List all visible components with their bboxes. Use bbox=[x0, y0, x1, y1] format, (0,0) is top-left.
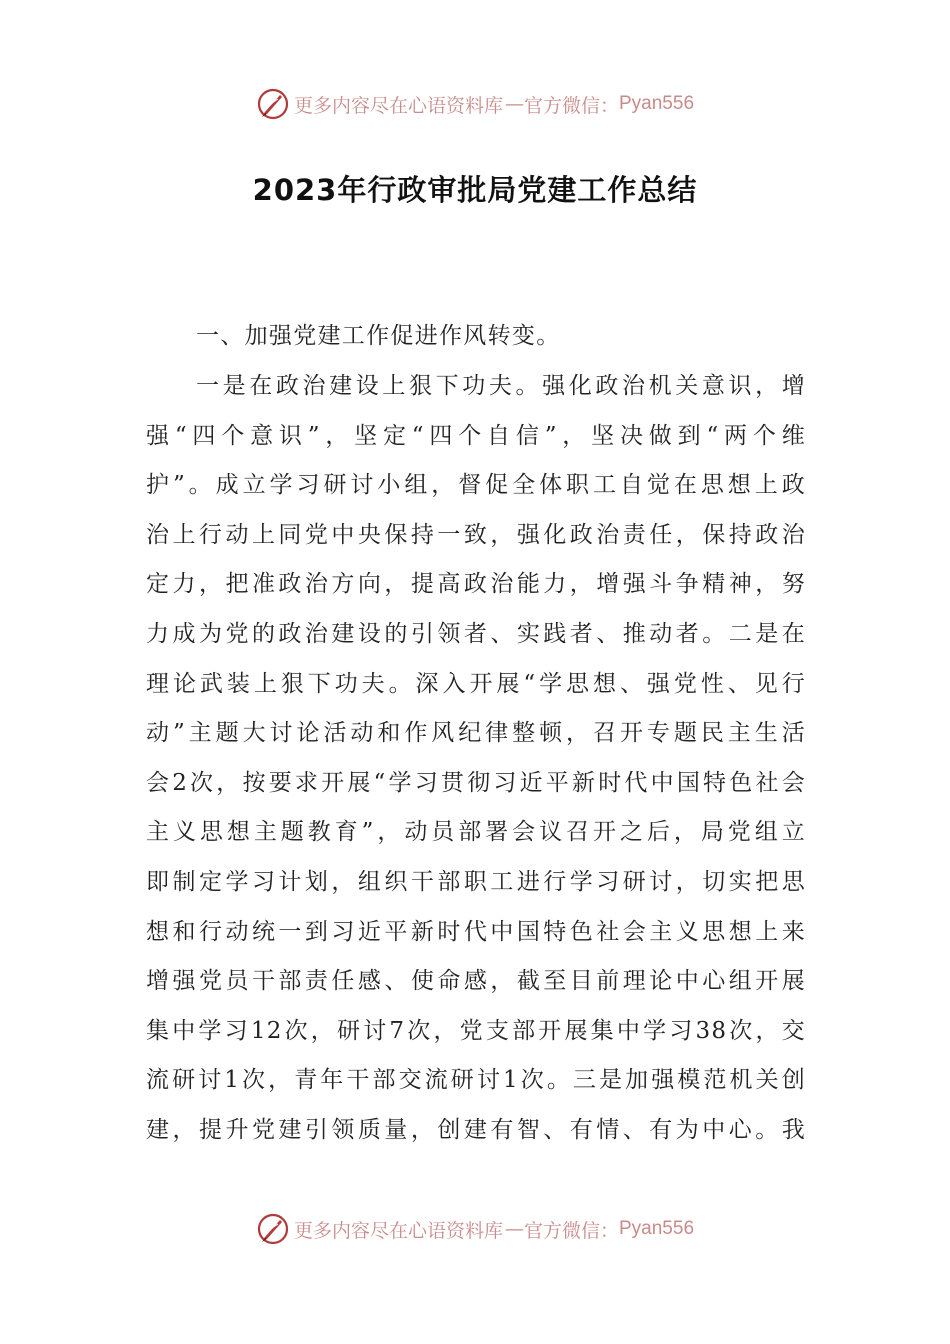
header-banner bbox=[0, 82, 950, 126]
banner-dash: — bbox=[504, 93, 522, 115]
paragraph-line: 强“四个意识”，坚定“四个自信”，坚决做到“两个维 bbox=[146, 422, 806, 449]
paragraph-line: 想和行动统一到习近平新时代中国特色社会主义思想上来 bbox=[146, 918, 806, 945]
banner-handle: Pyan556 bbox=[619, 93, 695, 114]
paragraph-line: 增强党员干部责任感、使命感，截至目前理论中心组开展 bbox=[146, 968, 806, 995]
banner-handle: Pyan556 bbox=[619, 1218, 695, 1239]
paragraph-line: 建，提升党建引领质量，创建有智、有情、有为中心。我 bbox=[146, 1116, 806, 1143]
paragraph-line: 动”主题大讨论活动和作风纪律整顿，召开专题民主生活 bbox=[146, 720, 806, 747]
paragraph-line: 主义思想主题教育”，动员部署会议召开之后，局党组立 bbox=[146, 819, 806, 846]
paragraph-line: 会2次，按要求开展“学习贯彻习近平新时代中国特色社会 bbox=[146, 769, 806, 796]
footer-banner bbox=[0, 1207, 950, 1251]
paragraph-line: 治上行动上同党中央保持一致，强化政治责任，保持政治 bbox=[146, 521, 806, 548]
banner-label: 官方微信： bbox=[523, 1219, 619, 1242]
section-heading: 一、加强党建工作促进作风转变。 bbox=[196, 323, 561, 349]
quill-logo-icon bbox=[256, 87, 290, 121]
paragraph-line: 即制定学习计划，组织干部职工进行学习研讨，切实把思 bbox=[146, 868, 806, 895]
paragraph-line: 流研讨1次，青年干部交流研讨1次。三是加强模范机关创 bbox=[146, 1067, 806, 1094]
paragraph-line: 理论武装上狠下功夫。深入开展“学思想、强党性、见行 bbox=[146, 670, 806, 697]
paragraph-first-line: 一是在政治建设上狠下功夫。强化政治机关意识，增 bbox=[196, 373, 806, 399]
banner-dash: — bbox=[504, 1218, 522, 1240]
quill-logo-icon bbox=[256, 1212, 290, 1246]
document-title: 2023年行政审批局党建工作总结 bbox=[252, 173, 698, 207]
paragraph-line: 集中学习12次，研讨7次，党支部开展集中学习38次，交 bbox=[146, 1017, 806, 1044]
paragraph-line: 力成为党的政治建设的引领者、实践者、推动者。二是在 bbox=[146, 620, 806, 647]
paragraph-line: 护”。成立学习研讨小组，督促全体职工自觉在思想上政 bbox=[146, 472, 806, 499]
paragraph-body bbox=[146, 412, 806, 1156]
banner-text: 更多内容尽在心语资料库 bbox=[293, 1219, 503, 1242]
paragraph-line: 定力，把准政治方向，提高政治能力，增强斗争精神，努 bbox=[146, 571, 806, 598]
banner-text: 更多内容尽在心语资料库 bbox=[293, 94, 503, 117]
banner-label: 官方微信： bbox=[523, 94, 619, 117]
